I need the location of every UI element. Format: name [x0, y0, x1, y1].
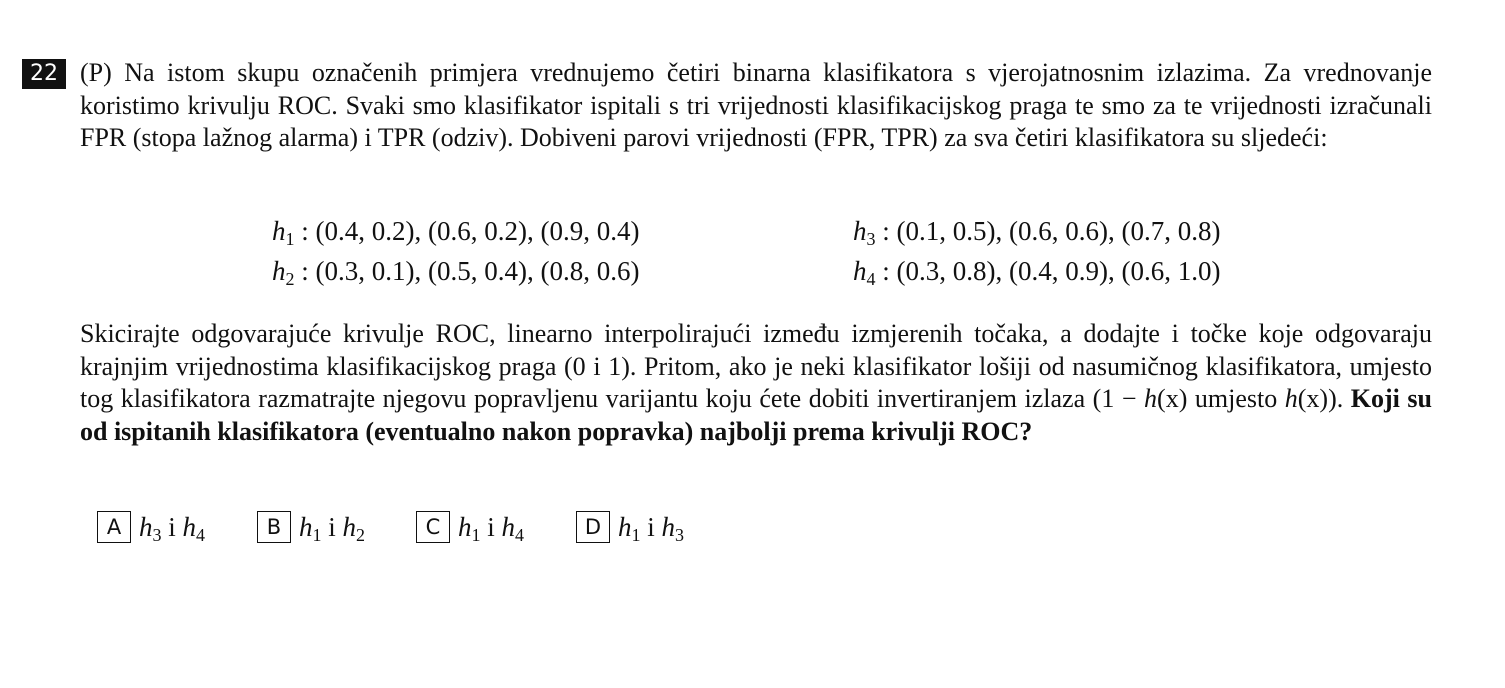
answer-h: h	[618, 511, 632, 542]
answer-h: h	[139, 511, 153, 542]
question-intro-paragraph: (P) Na istom skupu označenih primjera vrednujemo četiri binarna klasifikatora s vjerojatnosnim izlazima. Za vrednovanje koristimo krivulju ROC. Svaki smo klasifikator ispitali s tri vrijednosti klasifikacijskog praga te smo za te vrijednosti izračunali FPR (stopa lažnog alarma) i TPR (odziv). Dobiveni parovi vrijednosti (FPR, TPR) za sva četiri klasifikatora su sljedeći:	[80, 58, 1432, 152]
question-number-badge: 22	[22, 59, 66, 89]
answer-h: h	[661, 511, 676, 542]
math-x-2: (x)).	[1297, 384, 1351, 413]
answer-letter-box[interactable]: B	[257, 511, 291, 543]
answer-text	[458, 512, 524, 543]
answer-option-d[interactable]	[576, 510, 684, 544]
classifier-subscript: 1	[285, 229, 295, 249]
answer-sub: 1	[312, 524, 322, 545]
answer-conj: i	[480, 511, 502, 542]
classifier-row-h3	[853, 216, 1220, 247]
answer-letter-box[interactable]: A	[97, 511, 131, 543]
answer-conj: i	[640, 511, 662, 542]
answer-h: h	[342, 511, 357, 542]
answer-text	[618, 512, 684, 543]
answer-letter-box[interactable]: C	[416, 511, 450, 543]
classifier-subscript: 3	[866, 229, 876, 249]
answer-option-c[interactable]	[416, 510, 524, 544]
classifier-name: h	[853, 216, 867, 246]
classifier-values: : (0.4, 0.2), (0.6, 0.2), (0.9, 0.4)	[294, 216, 640, 246]
classifier-row-h4	[853, 256, 1220, 287]
classifier-subscript: 2	[285, 269, 295, 289]
answer-h: h	[182, 511, 197, 542]
answer-letter-box[interactable]: D	[576, 511, 610, 543]
classifier-row-h1	[272, 216, 639, 247]
question-instructions-paragraph	[80, 318, 1432, 448]
answer-sub: 3	[675, 524, 685, 545]
answer-conj: i	[161, 511, 183, 542]
math-h: h	[1144, 384, 1158, 413]
classifier-row-h2	[272, 256, 639, 287]
answer-sub: 3	[152, 524, 162, 545]
answer-h: h	[501, 511, 516, 542]
classifier-name: h	[272, 256, 286, 286]
classifier-values: : (0.1, 0.5), (0.6, 0.6), (0.7, 0.8)	[875, 216, 1221, 246]
instructions-text-2: umjesto	[1187, 384, 1285, 413]
instructions-text: Skicirajte odgovarajuće krivulje ROC, linearno interpolirajući između izmjerenih točaka, a dodajte i točke koje odgovaraju krajnjim vrijednostima klasifikacijskog praga (0 i 1). Pritom, ako je neki klasifikator lošiji od nasumičnog klasifikatora, umjesto tog klasifikatora razmatrajte njegovu popravljenu varijantu koju ćete dobiti invertiranjem izlaza (1 −	[80, 319, 1432, 413]
answer-conj: i	[321, 511, 343, 542]
classifier-values: : (0.3, 0.8), (0.4, 0.9), (0.6, 1.0)	[875, 256, 1221, 286]
classifier-name: h	[272, 216, 286, 246]
answer-sub: 4	[196, 524, 206, 545]
answer-sub: 2	[356, 524, 366, 545]
answer-sub: 4	[515, 524, 525, 545]
math-h-2: h	[1284, 384, 1298, 413]
classifier-values: : (0.3, 0.1), (0.5, 0.4), (0.8, 0.6)	[294, 256, 640, 286]
answer-sub: 1	[471, 524, 481, 545]
question-prompt-bold: Koji su od ispitanih klasifikatora (eventualno nakon popravka) najbolji prema krivulji ROC?	[80, 384, 1432, 446]
answer-option-a[interactable]	[97, 510, 205, 544]
classifier-name: h	[853, 256, 867, 286]
answer-h: h	[299, 511, 313, 542]
answer-text	[139, 512, 205, 543]
answer-sub: 1	[631, 524, 641, 545]
classifier-subscript: 4	[866, 269, 876, 289]
answer-option-b[interactable]	[257, 510, 365, 544]
answer-h: h	[458, 511, 472, 542]
answer-text	[299, 512, 365, 543]
math-x: (x)	[1157, 384, 1188, 413]
